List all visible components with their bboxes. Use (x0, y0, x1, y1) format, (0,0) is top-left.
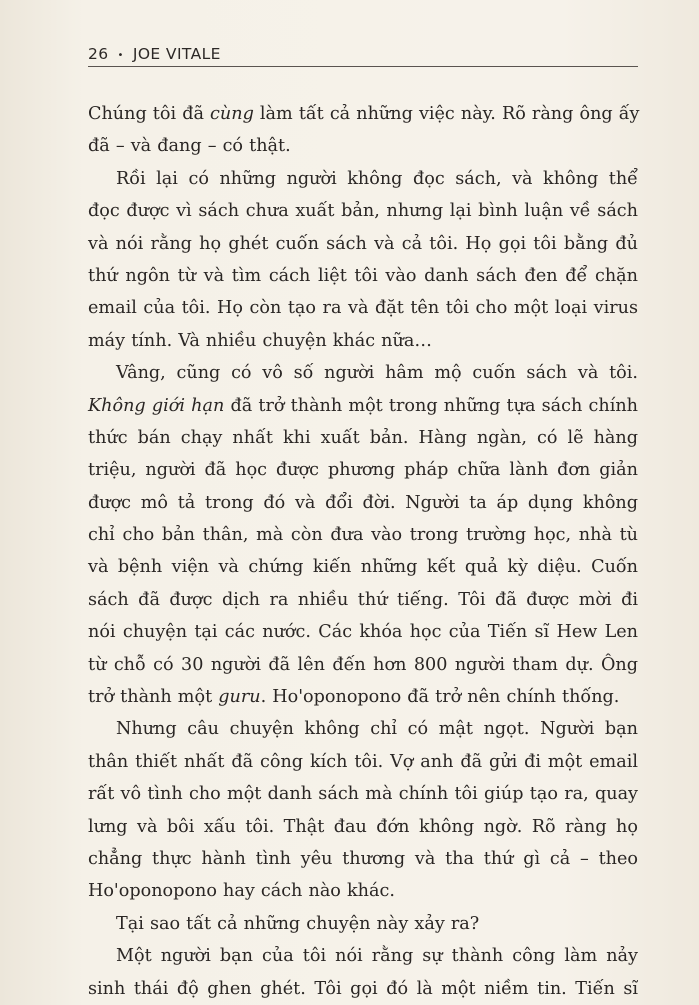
text-run: và bệnh viện và chứng kiến những kết quả kỳ diệu. Cuốn (88, 557, 638, 578)
text-run: nói chuyện tại các nước. Các khóa học của Tiến sĩ Hew Len (88, 622, 638, 643)
text-line (88, 713, 654, 745)
text-run: làm tất cả những việc này. Rõ ràng ông ấy (253, 104, 640, 124)
text-line (88, 260, 654, 292)
text-line (88, 195, 654, 227)
text-line (88, 130, 654, 162)
text-line (88, 843, 654, 875)
text-line (88, 163, 654, 195)
text-line (88, 357, 654, 389)
text-run: . Ho'oponopono đã trở nên chính thống. (260, 687, 620, 708)
text-run: Rồi lại có những người không đọc sách, và không thể (116, 168, 638, 189)
text-run: trở thành một (88, 687, 219, 708)
text-run: triệu, người đã học được phương pháp chữa lành đơn giản (88, 460, 638, 481)
text-run: thứ ngôn từ và tìm cách liệt tôi vào danh sách đen để chặn (88, 265, 638, 286)
italic-text: cùng (210, 104, 254, 124)
text-line (88, 551, 654, 583)
text-run: Tại sao tất cả những chuyện này xảy ra? (116, 913, 480, 934)
text-line (88, 228, 654, 260)
italic-text: Không giới hạn (88, 395, 225, 416)
text-line (88, 940, 654, 972)
text-line (88, 519, 654, 551)
text-line (88, 746, 654, 778)
text-line (88, 325, 654, 357)
text-line (88, 973, 654, 1005)
text-line (88, 454, 654, 486)
text-run: Nhưng câu chuyện không chỉ có mật ngọt. Người bạn (116, 719, 638, 740)
text-line (88, 875, 654, 907)
text-run: rất vô tình cho một danh sách mà chính tôi giúp tạo ra, quay (88, 784, 638, 805)
header-rule (88, 66, 638, 67)
text-run: máy tính. Và nhiều chuyện khác nữa… (88, 330, 432, 351)
text-line (88, 908, 654, 940)
text-run: sinh thái độ ghen ghét. Tôi gọi đó là một niềm tin. Tiến sĩ (88, 978, 638, 999)
text-line (88, 681, 654, 713)
text-run: từ chỗ có 30 người đã lên đến hơn 800 người tham dự. Ông (88, 654, 638, 675)
text-line (88, 778, 654, 810)
text-run: đã – và đang – có thật. (88, 136, 291, 157)
text-run: đọc được vì sách chưa xuất bản, nhưng lại bình luận về sách (88, 201, 638, 222)
text-line (88, 811, 654, 843)
text-run: chẳng thực hành tình yêu thương và tha thứ gì cả – theo (88, 848, 638, 869)
italic-text: guru (218, 687, 261, 708)
body-text (88, 98, 654, 1005)
text-run: lưng và bôi xấu tôi. Thật đau đớn không ngờ. Rõ ràng họ (88, 816, 638, 837)
text-run: chỉ cho bản thân, mà còn đưa vào trong trường học, nhà tù (88, 525, 638, 546)
running-header (88, 42, 638, 66)
text-line (88, 487, 654, 519)
text-run: đã trở thành một trong những tựa sách chính (224, 395, 638, 416)
text-line (88, 649, 654, 681)
text-run: và nói rằng họ ghét cuốn sách và cả tôi. Họ gọi tôi bằng đủ (88, 233, 638, 254)
text-run: thân thiết nhất đã công kích tôi. Vợ anh đã gửi đi một email (88, 751, 638, 772)
author-name: JOE VITALE (132, 45, 221, 63)
text-run: Chúng tôi đã (88, 104, 211, 124)
text-run: được mô tả trong đó và đổi đời. Người ta áp dụng không (88, 492, 638, 513)
text-line (88, 584, 654, 616)
text-run: thức bán chạy nhất khi xuất bản. Hàng ngàn, có lẽ hàng (88, 427, 638, 448)
text-line (88, 422, 654, 454)
text-line (88, 292, 654, 324)
text-line (88, 390, 654, 422)
text-line (88, 98, 654, 130)
text-run: Vâng, cũng có vô số người hâm mộ cuốn sách và tôi. (116, 363, 638, 384)
page-number: 26 (88, 45, 109, 63)
text-run: Ho'oponopono hay cách nào khác. (88, 881, 395, 902)
text-run: sách đã được dịch ra nhiều thứ tiếng. Tôi đã được mời đi (88, 589, 638, 610)
header-separator: • (117, 49, 124, 61)
text-line (88, 616, 654, 648)
text-run: Một người bạn của tôi nói rằng sự thành công làm nảy (116, 946, 638, 967)
text-run: email của tôi. Họ còn tạo ra và đặt tên tôi cho một loại virus (88, 298, 638, 319)
